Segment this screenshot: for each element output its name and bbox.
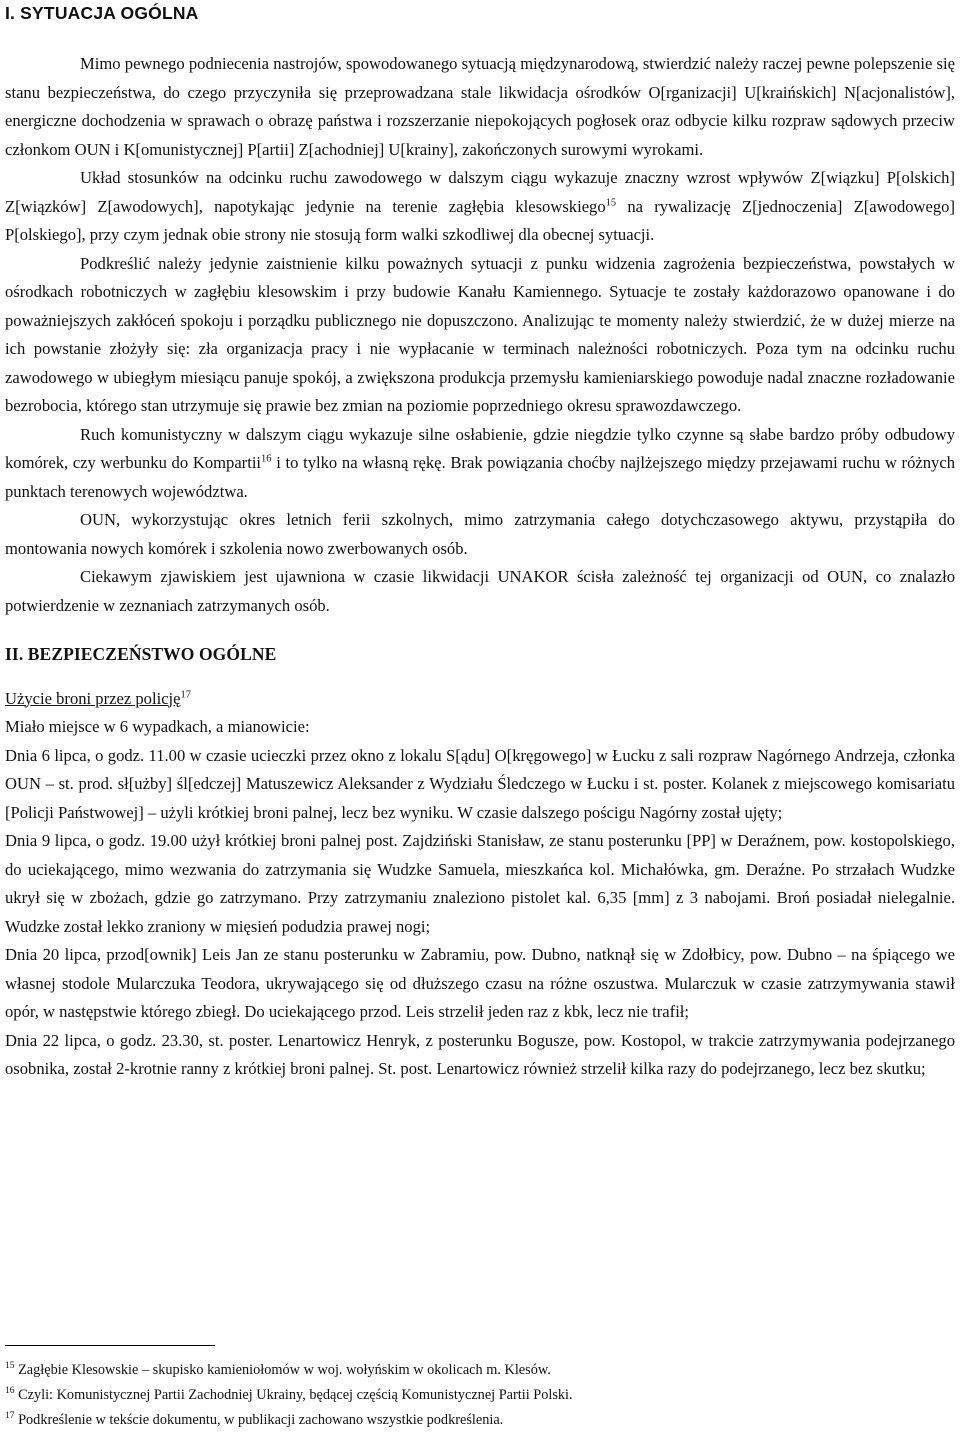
footnote-text: Czyli: Komunistycznej Partii Zachodniej Ukrainy, będącej częścią Komunistycznej Partii Polski. [18,1387,573,1403]
footnote-ref-16[interactable]: 16 [261,453,272,465]
section-2-title: II. BEZPIECZEŃSTWO OGÓLNE [5,644,277,664]
incident-entry: Dnia 9 lipca, o godz. 19.00 użył krótkiej broni palnej post. Zajdziński Stanisław, ze stanu posterunku [PP] w Deraźnem, pow. kostopolskiego, do uciekającego, mimo wezwania do zatrzymania się Wudzke Samuela, mieszkańca kol. Michałówka, gm. Deraźne. Po strzałach Wudzke ukrył się w zbożach, gdzie go zatrzymano. Przy zatrzymaniu znaleziono pistolet kal. 6,35 [mm] z 3 nabojami. Broń posiadał nielegalnie. Wudzke został lekko zraniony w mięsień podudzia prawej nogi; [5,831,955,936]
paragraph-text: i to tylko na własną rękę. Brak powiązania choćby najlżejszego między przejawami ruchu w różnych punktach terenowych województwa. [5,453,955,501]
paragraph-text: na rywalizację Z[jednoczenia] Z[awodowego] P[olskiego], przy czym jednak obie strony nie stosują form walki szkodliwej dla obecnej sytuacji. [5,196,956,244]
footnote-ref-17[interactable]: 17 [180,688,192,700]
footnote-text: Zagłębie Klesowskie – skupisko kamieniołomów w woj. wołyńskim w okolicach m. Klesów. [18,1362,551,1378]
footnote-item [5,1383,955,1408]
subheading-police-weapon-use [5,685,955,714]
footnote-text: Podkreślenie w tekście dokumentu, w publikacji zachowano wszystkie podkreślenia. [18,1412,504,1428]
subheading-text: Użycie broni przez policję [5,688,181,708]
paragraph-communist-movement [5,421,955,507]
footnote-divider [5,1345,215,1346]
footnote-number: 16 [5,1386,15,1397]
footnote-item [5,1358,955,1383]
footnote-number: 15 [5,1361,15,1372]
incidents-intro: Miało miejsce w 6 wypadkach, a mianowicie: [5,717,310,736]
paragraph-general-situation: Mimo pewnego podniecenia nastrojów, spowodowanego sytuacją międzynarodową, stwierdzić należy raczej pewne polepszenie się stanu bezpieczeństwa, do czego przyczyniła się przeprowadzana stale likwidacja ośrodków O[rganizacji] U[kraińskich] N[acjonalistów], energiczne dochodzenia w sprawach o obrazę państwa i rozszerzanie niepokojących pogłosek oraz odbycie kilku rozpraw sądowych przeciw członkom OUN i K[omunistycznej] P[artii] Z[achodniej] U[krainy], zakończonych surowymi wyrokami. [5,54,955,159]
paragraph-workers-situations: Podkreślić należy jedynie zaistnienie kilku poważnych sytuacji z punku widzenia zagrożenia bezpieczeństwa, powstałych w ośrodkach robotniczych w zagłębiu klesowskim i przy budowie Kanału Kamiennego. Sytuacje te zostały każdorazowo opanowane i do poważniejszych zakłóceń spokoju i porządku publicznego nie dopuszczono. Analizując te momenty należy stwierdzić, że w dużej mierze na ich powstanie złożyły się: zła organizacja pracy i nie wypłacanie w terminach należności robotniczych. Poza tym na odcinku ruchu zawodowego w ubiegłym miesiącu panuje spokój, a zwiększona produkcja przemysłu kamieniarskiego powoduje nadal znaczne rozładowanie bezrobocia, którego stan utrzymuje się prawie bez zmian na poziomie poprzedniego okresu sprawozdawczego. [5,253,955,415]
section-1-title: I. SYTUACJA OGÓLNA [5,3,199,23]
document-body [5,50,955,1084]
footnote-item [5,1408,955,1433]
incident-entry: Dnia 6 lipca, o godz. 11.00 w czasie ucieczki przez okno z lokalu S[ądu] O[kręgowego] w Łucku z sali rozpraw Nagórnego Andrzeja, członka OUN – st. prod. sł[użby] śl[edczej] Matuszewicz Aleksander z Wydziału Śledczego w Łucku i st. poster. Kolanek z miejscowego komisariatu [Policji Państwowej] – użyli krótkiej broni palnej, lecz bez wyniku. W czasie dalszego pościgu Nagórny został ujęty; [5,745,955,822]
footnotes [5,1358,955,1433]
incident-entry: Dnia 22 lipca, o godz. 23.30, st. poster. Lenartowicz Henryk, z posterunku Bogusze, pow. Kostopol, w trakcie zatrzymywania podejrzanego osobnika, został 2-krotnie ranny z krótkiej broni palnej. St. post. Lenartowicz również strzelił kilka razy do podejrzanego, lecz bez skutku; [5,1030,955,1078]
footnote-ref-15[interactable]: 15 [605,196,617,208]
incident-entry: Dnia 20 lipca, przod[ownik] Leis Jan ze stanu posterunku w Zabramiu, pow. Dubno, natknął się w Zdołbicy, pow. Dubno – na śpiącego we własnej stodole Mularczuka Teodora, ukrywającego się od dłuższego czasu na różne oszustwa. Mularczuk w czasie zatrzymywania stawił opór, w następstwie którego zbiegł. Do uciekającego przod. Leis strzelił jeden raz z kbk, lecz nie trafił; [5,945,955,1021]
paragraph-unakor: Ciekawym zjawiskiem jest ujawniona w czasie likwidacji UNAKOR ścisła zależność tej organizacji od OUN, co znalazło potwierdzenie w zeznaniach zatrzymanych osób. [5,567,955,615]
paragraph-text: Ruch komunistyczny w dalszym ciągu wykazuje silne osłabienie, gdzie niegdzie tylko czynne są słabe bardzo próby odbudowy komórek, czy werbunku do Kompartii [5,424,955,472]
paragraph-trade-union [5,164,955,250]
footnote-number: 17 [5,1411,15,1422]
paragraph-oun: OUN, wykorzystując okres letnich ferii szkolnych, mimo zatrzymania całego dotychczasowego aktywu, przystąpiła do montowania nowych komórek i szkolenia nowo zwerbowanych osób. [5,510,955,558]
paragraph-text: Układ stosunków na odcinku ruchu zawodowego w dalszym ciągu wykazuje znaczny wzrost wpływów Z[wiązku] P[olskich] Z[wiązków] Z[awodowych], napotykając jedynie na terenie zagłębia klesowskiego [5,168,955,216]
document-page [5,0,955,1440]
